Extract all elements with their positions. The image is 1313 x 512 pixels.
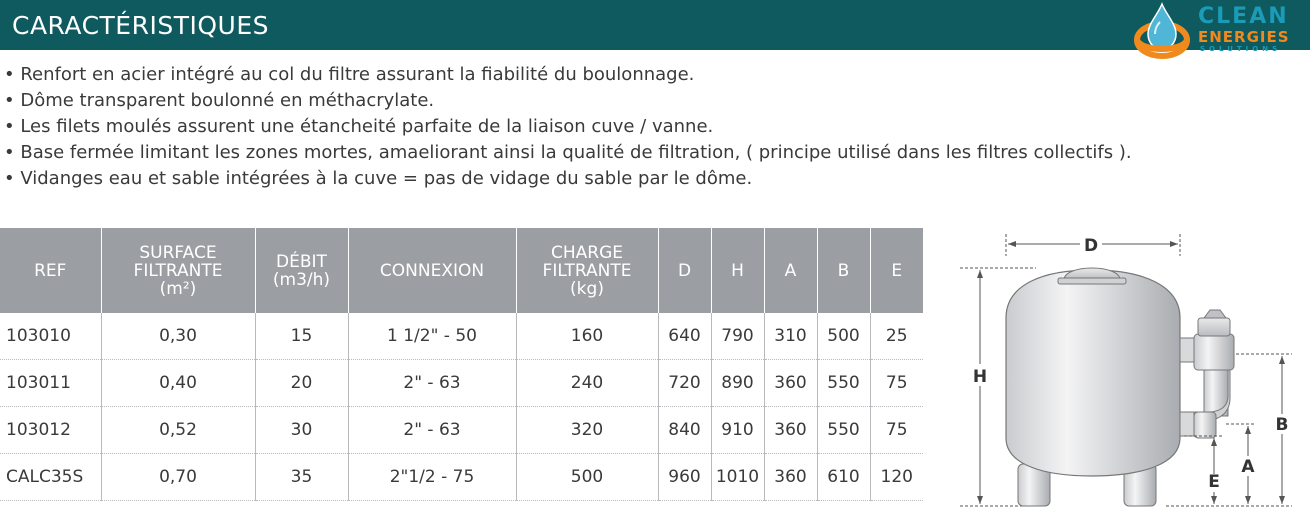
dim-label-h: H [972,367,988,387]
col-header-connexion: CONNEXION [348,228,516,313]
cell-d: 960 [658,454,711,501]
col-header-d: D [658,228,711,313]
page-title: CARACTÉRISTIQUES [12,11,269,40]
feature-item: • Vidanges eau et sable intégrées à la cuve = pas de vidage du sable par le dôme. [4,168,753,189]
multiport-valve [1180,310,1234,438]
filter-tank [1006,268,1180,506]
cell-d: 840 [658,407,711,454]
header-bar [0,0,1310,50]
cell-connexion: 2"1/2 - 75 [348,454,516,501]
cell-a: 360 [764,360,817,407]
col-header-charge-unit: (kg) [570,278,604,299]
cell-b: 550 [817,407,870,454]
cell-ref: CALC35S [0,454,101,501]
cell-b: 500 [817,313,870,360]
table-row [0,454,923,501]
logo-word-energies: ENERGIES [1198,28,1290,46]
cell-e: 120 [870,454,923,501]
cell-h: 890 [711,360,764,407]
table-header-row [0,228,923,313]
cell-h: 790 [711,313,764,360]
cell-debit: 30 [255,407,348,454]
col-header-charge-line: CHARGE [550,242,623,263]
table-row [0,313,923,360]
spec-table [0,228,923,501]
cell-debit: 20 [255,360,348,407]
col-header-debit-unit: (m3/h) [272,269,331,290]
col-header-charge-line: FILTRANTE [542,260,632,281]
cell-e: 75 [870,360,923,407]
dim-label-b: B [1275,415,1289,435]
col-header-e: E [870,228,923,313]
cell-connexion: 2" - 63 [348,360,516,407]
col-header-ref: REF [0,228,101,313]
col-header-debit-line: DÉBIT [276,251,327,272]
cell-a: 360 [764,407,817,454]
col-header-surface-line: FILTRANTE [133,260,223,281]
col-header-surface-line: SURFACE [139,242,217,263]
cell-a: 360 [764,454,817,501]
cell-a: 310 [764,313,817,360]
feature-item: • Dôme transparent boulonné en méthacrylate. [4,90,435,111]
cell-d: 720 [658,360,711,407]
col-header-b: B [817,228,870,313]
cell-h: 1010 [711,454,764,501]
dim-label-a: A [1241,457,1255,477]
col-header-debit [255,228,348,313]
cell-d: 640 [658,313,711,360]
cell-b: 550 [817,360,870,407]
feature-item: • Les filets moulés assurent une étancheité parfaite de la liaison cuve / vanne. [4,116,714,137]
cell-charge: 320 [516,407,658,454]
table-row [0,360,923,407]
cell-b: 610 [817,454,870,501]
cell-connexion: 2" - 63 [348,407,516,454]
col-header-a: A [764,228,817,313]
cell-ref: 103010 [0,313,101,360]
brand-logo [1128,0,1310,64]
feature-item: • Renfort en acier intégré au col du filtre assurant la fiabilité du boulonnage. [4,64,695,85]
dimension-b [1236,354,1292,504]
cell-surface: 0,40 [101,360,255,407]
col-header-charge [516,228,658,313]
cell-debit: 35 [255,454,348,501]
col-header-surface-unit: (m²) [159,278,197,299]
cell-charge: 240 [516,360,658,407]
cell-surface: 0,70 [101,454,255,501]
cell-debit: 15 [255,313,348,360]
dim-label-d: D [1083,236,1099,256]
cell-ref: 103012 [0,407,101,454]
col-header-surface [101,228,255,313]
water-drop-logo-icon [1128,0,1198,64]
cell-e: 25 [870,313,923,360]
feature-list [4,62,1132,192]
cell-ref: 103011 [0,360,101,407]
col-header-h: H [711,228,764,313]
cell-surface: 0,52 [101,407,255,454]
cell-charge: 500 [516,454,658,501]
logo-word-solutions: SOLUTIONS [1200,45,1282,53]
cell-connexion: 1 1/2" - 50 [348,313,516,360]
table-row [0,407,923,454]
dim-label-e: E [1208,472,1220,492]
cell-surface: 0,30 [101,313,255,360]
dimension-e [1184,436,1224,504]
feature-item: • Base fermée limitant les zones mortes, amaeliorant ainsi la qualité de filtration, ( principe utilisé dans les filtres collectifs ). [4,142,1132,163]
logo-word-clean: CLEAN [1198,4,1289,29]
cell-charge: 160 [516,313,658,360]
cell-h: 910 [711,407,764,454]
dimension-d [1006,234,1180,256]
cell-e: 75 [870,407,923,454]
dimension-a [1226,424,1256,504]
filter-dimension-diagram [952,226,1310,510]
